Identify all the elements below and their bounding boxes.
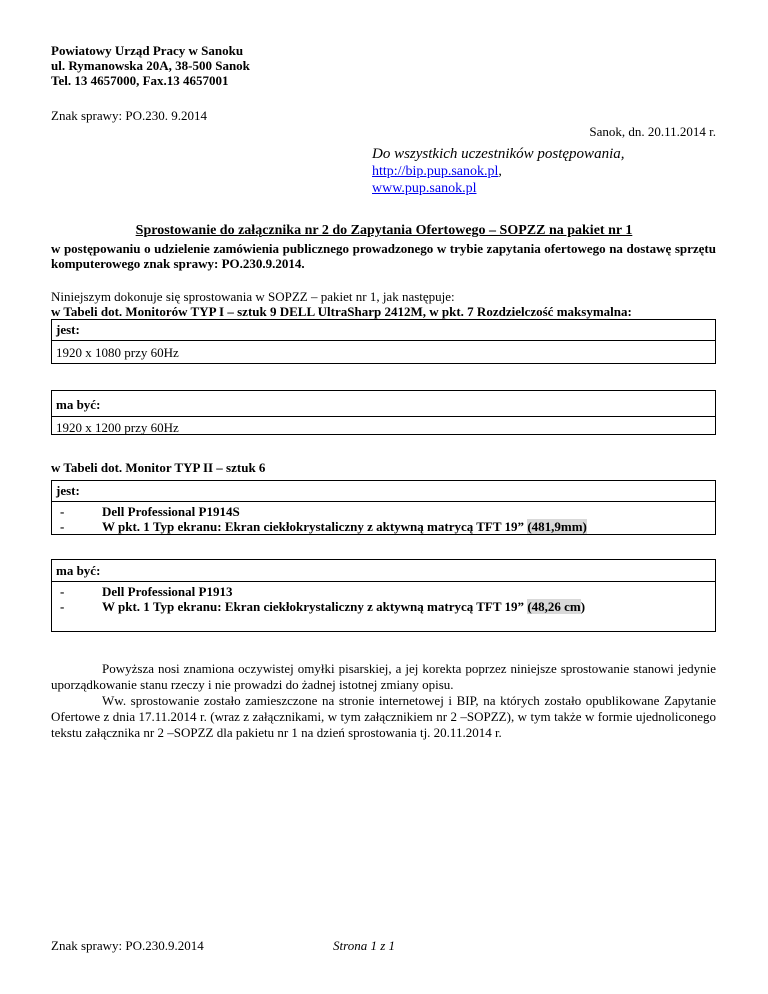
recipients-line: Do wszystkich uczestników postępowania, (372, 146, 625, 162)
box-value: 1920 x 1080 przy 60Hz (56, 345, 179, 360)
box-current-resolution (51, 319, 716, 364)
case-reference: Znak sprawy: PO.230. 9.2014 (51, 108, 207, 123)
list-dash: - (60, 584, 65, 599)
box-value: 1920 x 1200 przy 60Hz (56, 420, 179, 435)
box-label: jest: (52, 481, 715, 502)
list-item (52, 504, 715, 519)
item-list (52, 502, 715, 534)
org-name: Powiatowy Urząd Pracy w Sanoku (51, 43, 244, 58)
org-phone: Tel. 13 4657000, Fax.13 4657001 (51, 73, 229, 88)
box-label: jest: (52, 320, 715, 341)
box-corrected-monitor (51, 559, 716, 632)
list-dash: - (60, 519, 65, 534)
pup-website-link[interactable]: www.pup.sanok.pl (372, 181, 477, 196)
section1-heading: w Tabeli dot. Monitorów TYP I – sztuk 9 DELL UltraSharp 2412M, w pkt. 7 Rozdzielczość maksymalna: (51, 304, 632, 319)
recipients-link1-row (372, 164, 502, 180)
item-text-suffix: ) (580, 599, 586, 614)
footer-case-reference: Znak sprawy: PO.230.9.2014 (51, 938, 204, 953)
body-paragraph-2: Ww. sprostowanie zostało zamieszczone na stronie internetowej i BIP, na których zostało opublikowane Zapytanie Ofertowe z dnia 17.11.2014 r. (wraz z załącznikami, w tym załącznikiem nr 2 –SOPZZ), w tym także w formie ujednoliconego tekstu załącznika nr 2 –SOPZZ dla pakietu nr 1 na dzień sprostowania tj. 20.11.2014 r. (51, 693, 716, 740)
box-current-monitor (51, 480, 716, 535)
document-title: Sprostowanie do załącznika nr 2 do Zapytania Ofertowego – SOPZZ na pakiet nr 1 (135, 223, 633, 238)
recipients-link2-row (372, 181, 476, 197)
intro-text: Niniejszym dokonuje się sprostowania w SOPZZ – pakiet nr 1, jak następuje: (51, 289, 455, 304)
list-dash: - (60, 599, 65, 614)
item-text: W pkt. 1 Typ ekranu: Ekran ciekłokrystaliczny z aktywną matrycą TFT 19” (102, 519, 528, 534)
org-address: ul. Rymanowska 20A, 38-500 Sanok (51, 58, 250, 73)
section2-heading: w Tabeli dot. Monitor TYP II – sztuk 6 (51, 460, 266, 475)
item-text: Dell Professional P1914S (102, 504, 240, 519)
list-item (52, 599, 715, 614)
footer-page-number: Strona 1 z 1 (333, 938, 395, 953)
box-label: ma być: (52, 560, 715, 582)
link1-suffix: , (498, 164, 502, 179)
item-text: W pkt. 1 Typ ekranu: Ekran ciekłokrystaliczny z aktywną matrycą TFT 19” (102, 599, 528, 614)
list-item (52, 519, 715, 534)
list-dash: - (60, 504, 65, 519)
list-item (52, 584, 715, 599)
bip-link[interactable]: http://bip.pup.sanok.pl (372, 164, 499, 179)
place-date: Sanok, dn. 20.11.2014 r. (589, 124, 716, 139)
item-text: Dell Professional P1913 (102, 584, 233, 599)
highlighted-value: (48,26 cm (527, 599, 581, 614)
body-paragraph-1: Powyższa nosi znamiona oczywistej omyłki pisarskiej, a jej korekta poprzez niniejsze sprostowanie stanowi jedynie uporządkowanie stanu rzeczy i nie prowadzi do żadnej istotnej zmiany opisu. (51, 661, 716, 692)
box-corrected-resolution (51, 390, 716, 435)
highlighted-value: (481,9mm) (527, 519, 587, 534)
item-list (52, 582, 715, 614)
document-subtitle: w postępowaniu o udzielenie zamówienia publicznego prowadzonego w trybie zapytania ofertowego na dostawę sprzętu komputerowego znak sprawy: PO.230.9.2014. (51, 241, 716, 271)
box-label: ma być: (52, 391, 715, 417)
